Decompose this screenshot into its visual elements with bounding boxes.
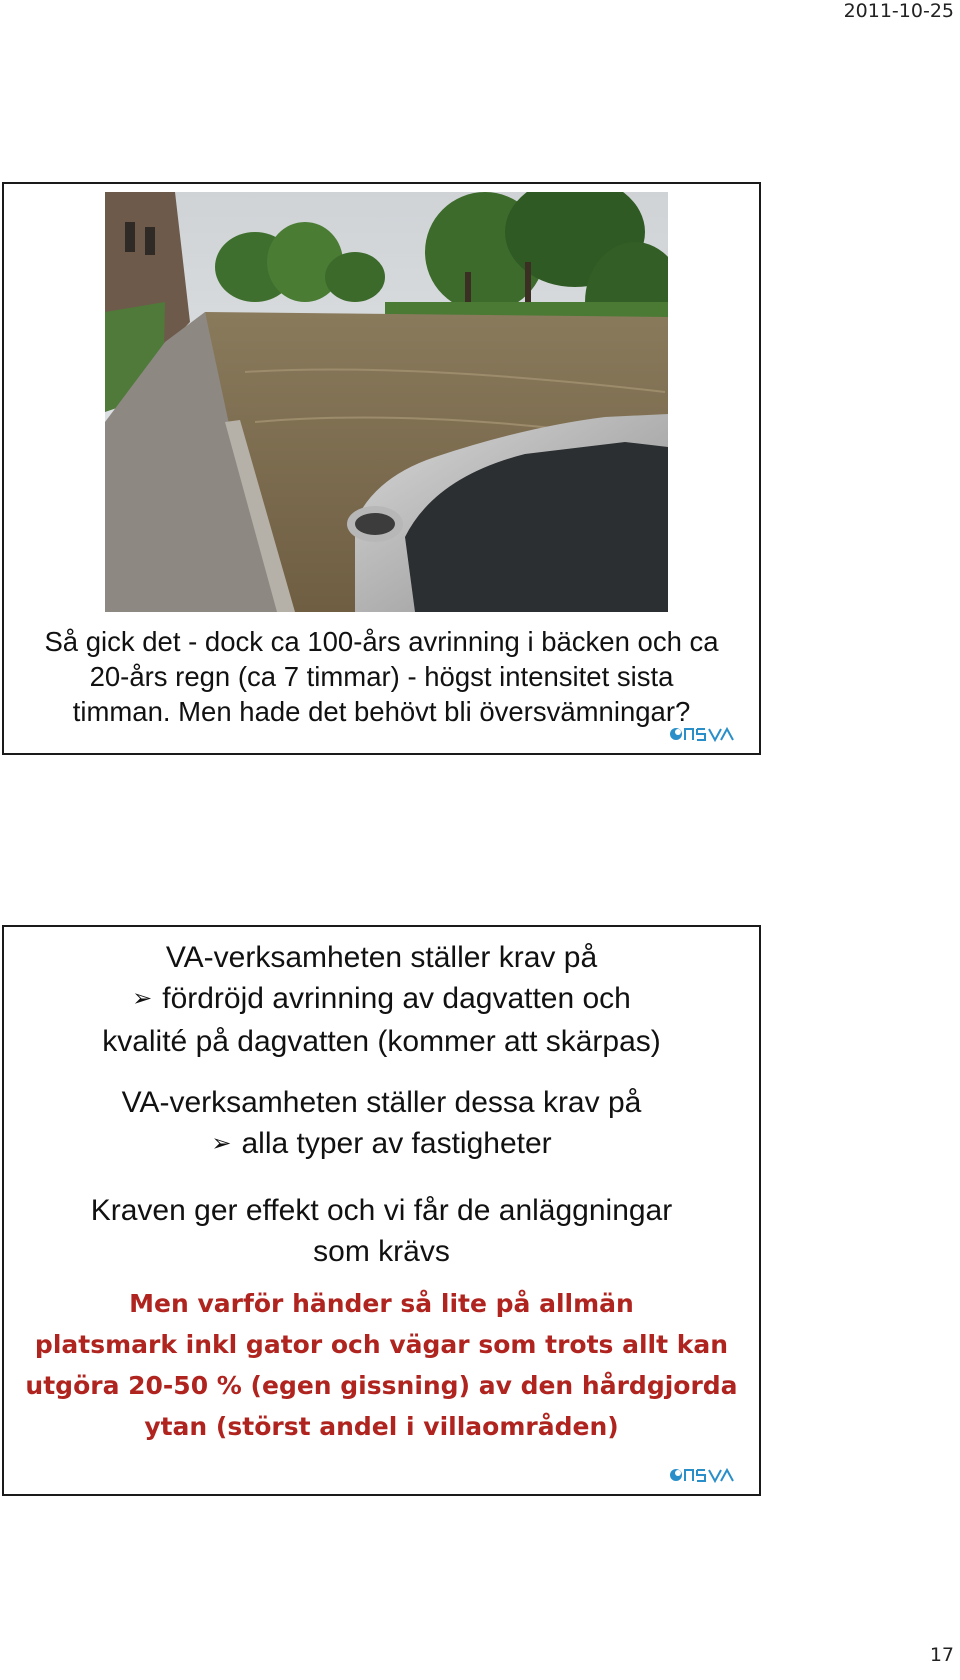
requirements-block-1 (4, 937, 759, 1062)
requirements-block-2 (4, 1082, 759, 1166)
requirements-block-3 (4, 1190, 759, 1272)
bullet-text: alla typer av fastigheter (241, 1127, 552, 1160)
slide-flooded-street (2, 182, 761, 755)
slide-va-requirements (2, 925, 761, 1496)
page-number: 17 (929, 1644, 954, 1666)
highlight-line: utgöra 20-50 % (egen gissning) av den hårdgjorda (25, 1371, 738, 1400)
arrow-bullet-icon: ➢ (132, 985, 153, 1012)
text-line: Kraven ger effekt och vi får de anläggningar (90, 1194, 673, 1227)
document-date: 2011-10-25 (843, 0, 954, 22)
highlight-line: platsmark inkl gator och vägar som trots allt kan (34, 1330, 729, 1359)
bullet-text: fördröjd avrinning av dagvatten och (162, 982, 631, 1015)
nsva-logo (669, 1464, 747, 1484)
highlight-question (4, 1283, 759, 1447)
highlight-line: ytan (störst andel i villaområden) (144, 1412, 619, 1441)
caption-line: 20-års regn (ca 7 timmar) - högst intensitet sista (89, 661, 674, 692)
text-line: som krävs (313, 1235, 450, 1268)
flooded-street-photo (105, 192, 668, 612)
bullet-line (4, 978, 759, 1021)
caption-line: timman. Men hade det behövt bli översvämningar? (72, 696, 691, 727)
text-line: VA-verksamheten ställer krav på (165, 941, 598, 974)
photo-caption (4, 624, 759, 729)
highlight-line: Men varför händer så lite på allmän (129, 1289, 634, 1318)
text-line: VA-verksamheten ställer dessa krav på (121, 1086, 642, 1119)
arrow-bullet-icon: ➢ (211, 1130, 232, 1157)
nsva-logo (669, 723, 747, 743)
caption-line: Så gick det - dock ca 100-års avrinning i bäcken och ca (44, 626, 719, 657)
text-line: kvalité på dagvatten (kommer att skärpas) (102, 1025, 661, 1058)
bullet-line (4, 1123, 759, 1166)
